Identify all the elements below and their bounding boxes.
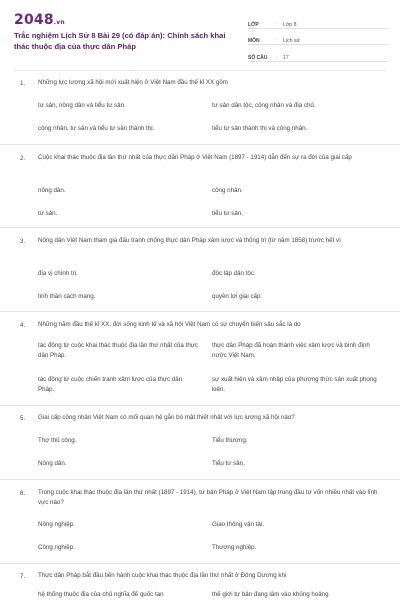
question-text: Giai cấp công nhân Việt Nam có mối quan hệ gắn bó mật thiết nhất với lực lượng xã hội nào?	[38, 414, 295, 421]
answer-option-a[interactable]: tác động từ cuộc khai thác thuộc địa lần thứ nhất của thực dân Pháp.	[38, 342, 198, 359]
question-text: Cuộc khai thác thuộc địa lần thứ nhất của thực dân Pháp ở Việt Nam (1897 - 1914) dẫn đến sự ra đời của giai cấp	[38, 154, 352, 161]
meta-value: 17	[283, 54, 289, 61]
answer-option-d[interactable]: quyền lợi giai cấp.	[212, 293, 263, 300]
answer-option-a[interactable]: tư sản, nông dân và tiểu tư sản.	[38, 102, 126, 109]
question-number: 5.	[20, 415, 26, 422]
meta-value: Lịch sử	[283, 38, 301, 44]
answer-option-b[interactable]: độc lập dân tộc.	[212, 270, 256, 277]
question-text: Nông dân Việt Nam tham gia đấu tranh chống thực dân Pháp xâm lược và thống trị (từ năm 1858) trước hết vì	[38, 237, 341, 244]
meta-separator: :	[276, 21, 278, 28]
answer-option-c[interactable]: Nông dân.	[38, 460, 67, 467]
answer-option-b[interactable]: thực dân Pháp đã hoàn thành việc xâm lược và bình định nước Việt Nam.	[212, 342, 370, 359]
answer-option-b[interactable]: công nhân.	[212, 187, 243, 194]
question-number: 3.	[20, 238, 26, 245]
meta-separator: :	[276, 54, 278, 61]
answer-option-c[interactable]: tinh thần cách mạng.	[38, 293, 96, 300]
question-number: 1.	[20, 80, 26, 87]
document-header	[0, 0, 400, 66]
question-text: Những lực lượng xã hội mới xuất hiện ở Việt Nam đầu thế kỉ XX gồm	[38, 79, 228, 86]
question-divider	[0, 311, 400, 312]
answer-option-c[interactable]: công nhân, tư sản và tiểu tư sản thành thị.	[38, 125, 155, 132]
answer-option-b[interactable]: Tiểu thương.	[212, 437, 248, 444]
question-divider	[0, 227, 400, 228]
question-divider	[0, 144, 400, 145]
answer-option-a[interactable]: hệ thống thuộc địa của chủ nghĩa đế quốc tan	[38, 591, 164, 598]
meta-row-subject	[248, 31, 388, 46]
answer-option-d[interactable]: Tiểu tư sản.	[212, 460, 245, 467]
answer-option-c[interactable]: tư sản.	[38, 210, 58, 217]
answer-option-c[interactable]: tác động từ cuộc chiến tranh xâm lược của thực dân Pháp.	[38, 376, 183, 393]
question-text: Trong cuộc khai thác thuộc địa lần thứ nhất (1897 - 1914), tư bản Pháp ở Việt Nam tập trung đầu tư vốn nhiều nhất vào lĩnh vực nào?	[38, 489, 378, 506]
answer-option-c[interactable]: Công nghiệp.	[38, 544, 75, 551]
logo-text: 2048	[14, 12, 54, 28]
meta-key: LỚP	[248, 21, 259, 28]
header-divider	[14, 70, 386, 71]
question-divider	[0, 405, 400, 406]
question-number: 7.	[20, 573, 26, 580]
answer-option-a[interactable]: Nông nghiệp.	[38, 521, 75, 528]
answer-option-d[interactable]: tiểu tư sản.	[212, 210, 243, 217]
logo-suffix: .vn	[53, 19, 65, 26]
meta-row-count	[248, 47, 388, 62]
answer-option-a[interactable]: nông dân.	[38, 187, 66, 194]
meta-value: Lớp 8	[283, 21, 297, 28]
document-title: Trắc nghiệm Lịch Sử 8 Bài 29 (có đáp án): Chính sách khai thác thuộc địa của thực dân Pháp	[14, 31, 226, 51]
question-text: Thực dân Pháp bắt đầu tiến hành cuộc khai thác thuộc địa lần thứ nhất ở Đông Dương khi	[38, 572, 287, 579]
question-number: 2.	[20, 155, 26, 162]
answer-option-a[interactable]: Thợ thủ công.	[38, 437, 77, 444]
answer-option-b[interactable]: Giao thông vận tải.	[212, 521, 264, 528]
answer-option-b[interactable]: tư sản dân tộc, công nhân và địa chủ.	[212, 102, 316, 109]
site-logo[interactable]	[14, 12, 65, 28]
answer-option-d[interactable]: tiểu tư sản thành thị và công nhân.	[212, 125, 308, 132]
answer-option-a[interactable]: địa vị chính trị.	[38, 270, 78, 277]
document-meta	[248, 14, 388, 64]
answer-option-d[interactable]: Thương nghiệp.	[212, 544, 257, 551]
meta-key: SỐ CÂU	[248, 54, 268, 61]
answer-option-b[interactable]: thế giới tư bản đang lâm vào khủng hoảng	[212, 591, 329, 598]
question-number: 6.	[20, 490, 26, 497]
meta-key: MÔN	[248, 38, 260, 44]
question-divider	[0, 563, 400, 564]
question-number: 4.	[20, 322, 26, 329]
meta-separator: :	[276, 38, 278, 44]
meta-row-grade	[248, 14, 388, 29]
answer-option-d[interactable]: sự xuất hiện và xâm nhập của phương thức sản xuất phong kiến.	[212, 376, 377, 393]
question-divider	[0, 479, 400, 480]
question-text: Những năm đầu thế kỉ XX, đời sống kinh tế và xã hội Việt Nam có sự chuyển biến sâu sắc là do	[38, 321, 301, 328]
